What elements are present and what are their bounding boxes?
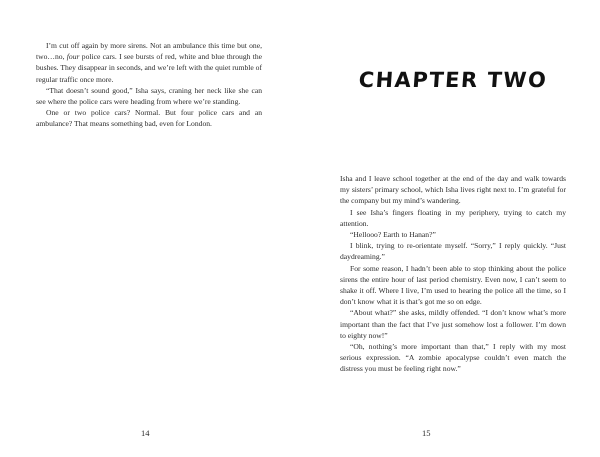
left-page-body — [36, 40, 262, 130]
paragraph: “Oh, nothing’s more important than that,” I reply with my most serious expression. “A zombie apocalypse couldn’t even match the distress you must be feeling right now.” — [340, 342, 566, 374]
paragraph: “That doesn’t sound good,” Isha says, craning her neck like she can see where the police cars were heading from where we’re standing. — [36, 85, 262, 107]
chapter-title: CHAPTER TWO — [357, 68, 549, 92]
paragraph — [36, 40, 262, 85]
paragraph: I blink, trying to re-orientate myself. “Sorry,” I reply quickly. “Just daydreaming.” — [340, 241, 566, 262]
emphasis-text: four — [66, 52, 80, 62]
right-page — [300, 0, 600, 457]
page-number-left: 14 — [141, 428, 150, 438]
paragraph-text: I’m cut off again by more sirens. Not an ambulance this time but one, two…no, — [36, 41, 262, 62]
paragraph: One or two police cars? Normal. But four police cars and an ambulance? That means something bad, even for London. — [36, 108, 262, 129]
page-number-right: 15 — [422, 428, 431, 438]
paragraph: I see Isha’s fingers floating in my periphery, trying to catch my attention. — [340, 207, 566, 228]
paragraph: “Hellooo? Earth to Hanan?” — [350, 230, 436, 240]
right-page-body — [340, 173, 566, 375]
paragraph-text: police cars. I see bursts of red, white and blue through the bushes. They disappear in seconds, and we’re left with the quiet rumble of regular traffic once more. — [36, 52, 263, 84]
paragraph: For some reason, I hadn’t been able to stop thinking about the police sirens the entire hour of last period chemistry. Even now, I can’t seem to shake it off. Where I live, I’m used to hearing the police all the time, so I don’t know what it is that’s got me so on edge. — [340, 263, 566, 307]
paragraph: “About what?” she asks, mildly offended. “I don’t know what’s more important than the fact that I’ve just somehow lost a follower. I’m down to eighty now!” — [340, 308, 566, 340]
paragraph: Isha and I leave school together at the end of the day and walk towards my sisters’ primary school, which Isha lives right next to. I’m grateful for the company but my mind’s wandering. — [340, 174, 566, 206]
